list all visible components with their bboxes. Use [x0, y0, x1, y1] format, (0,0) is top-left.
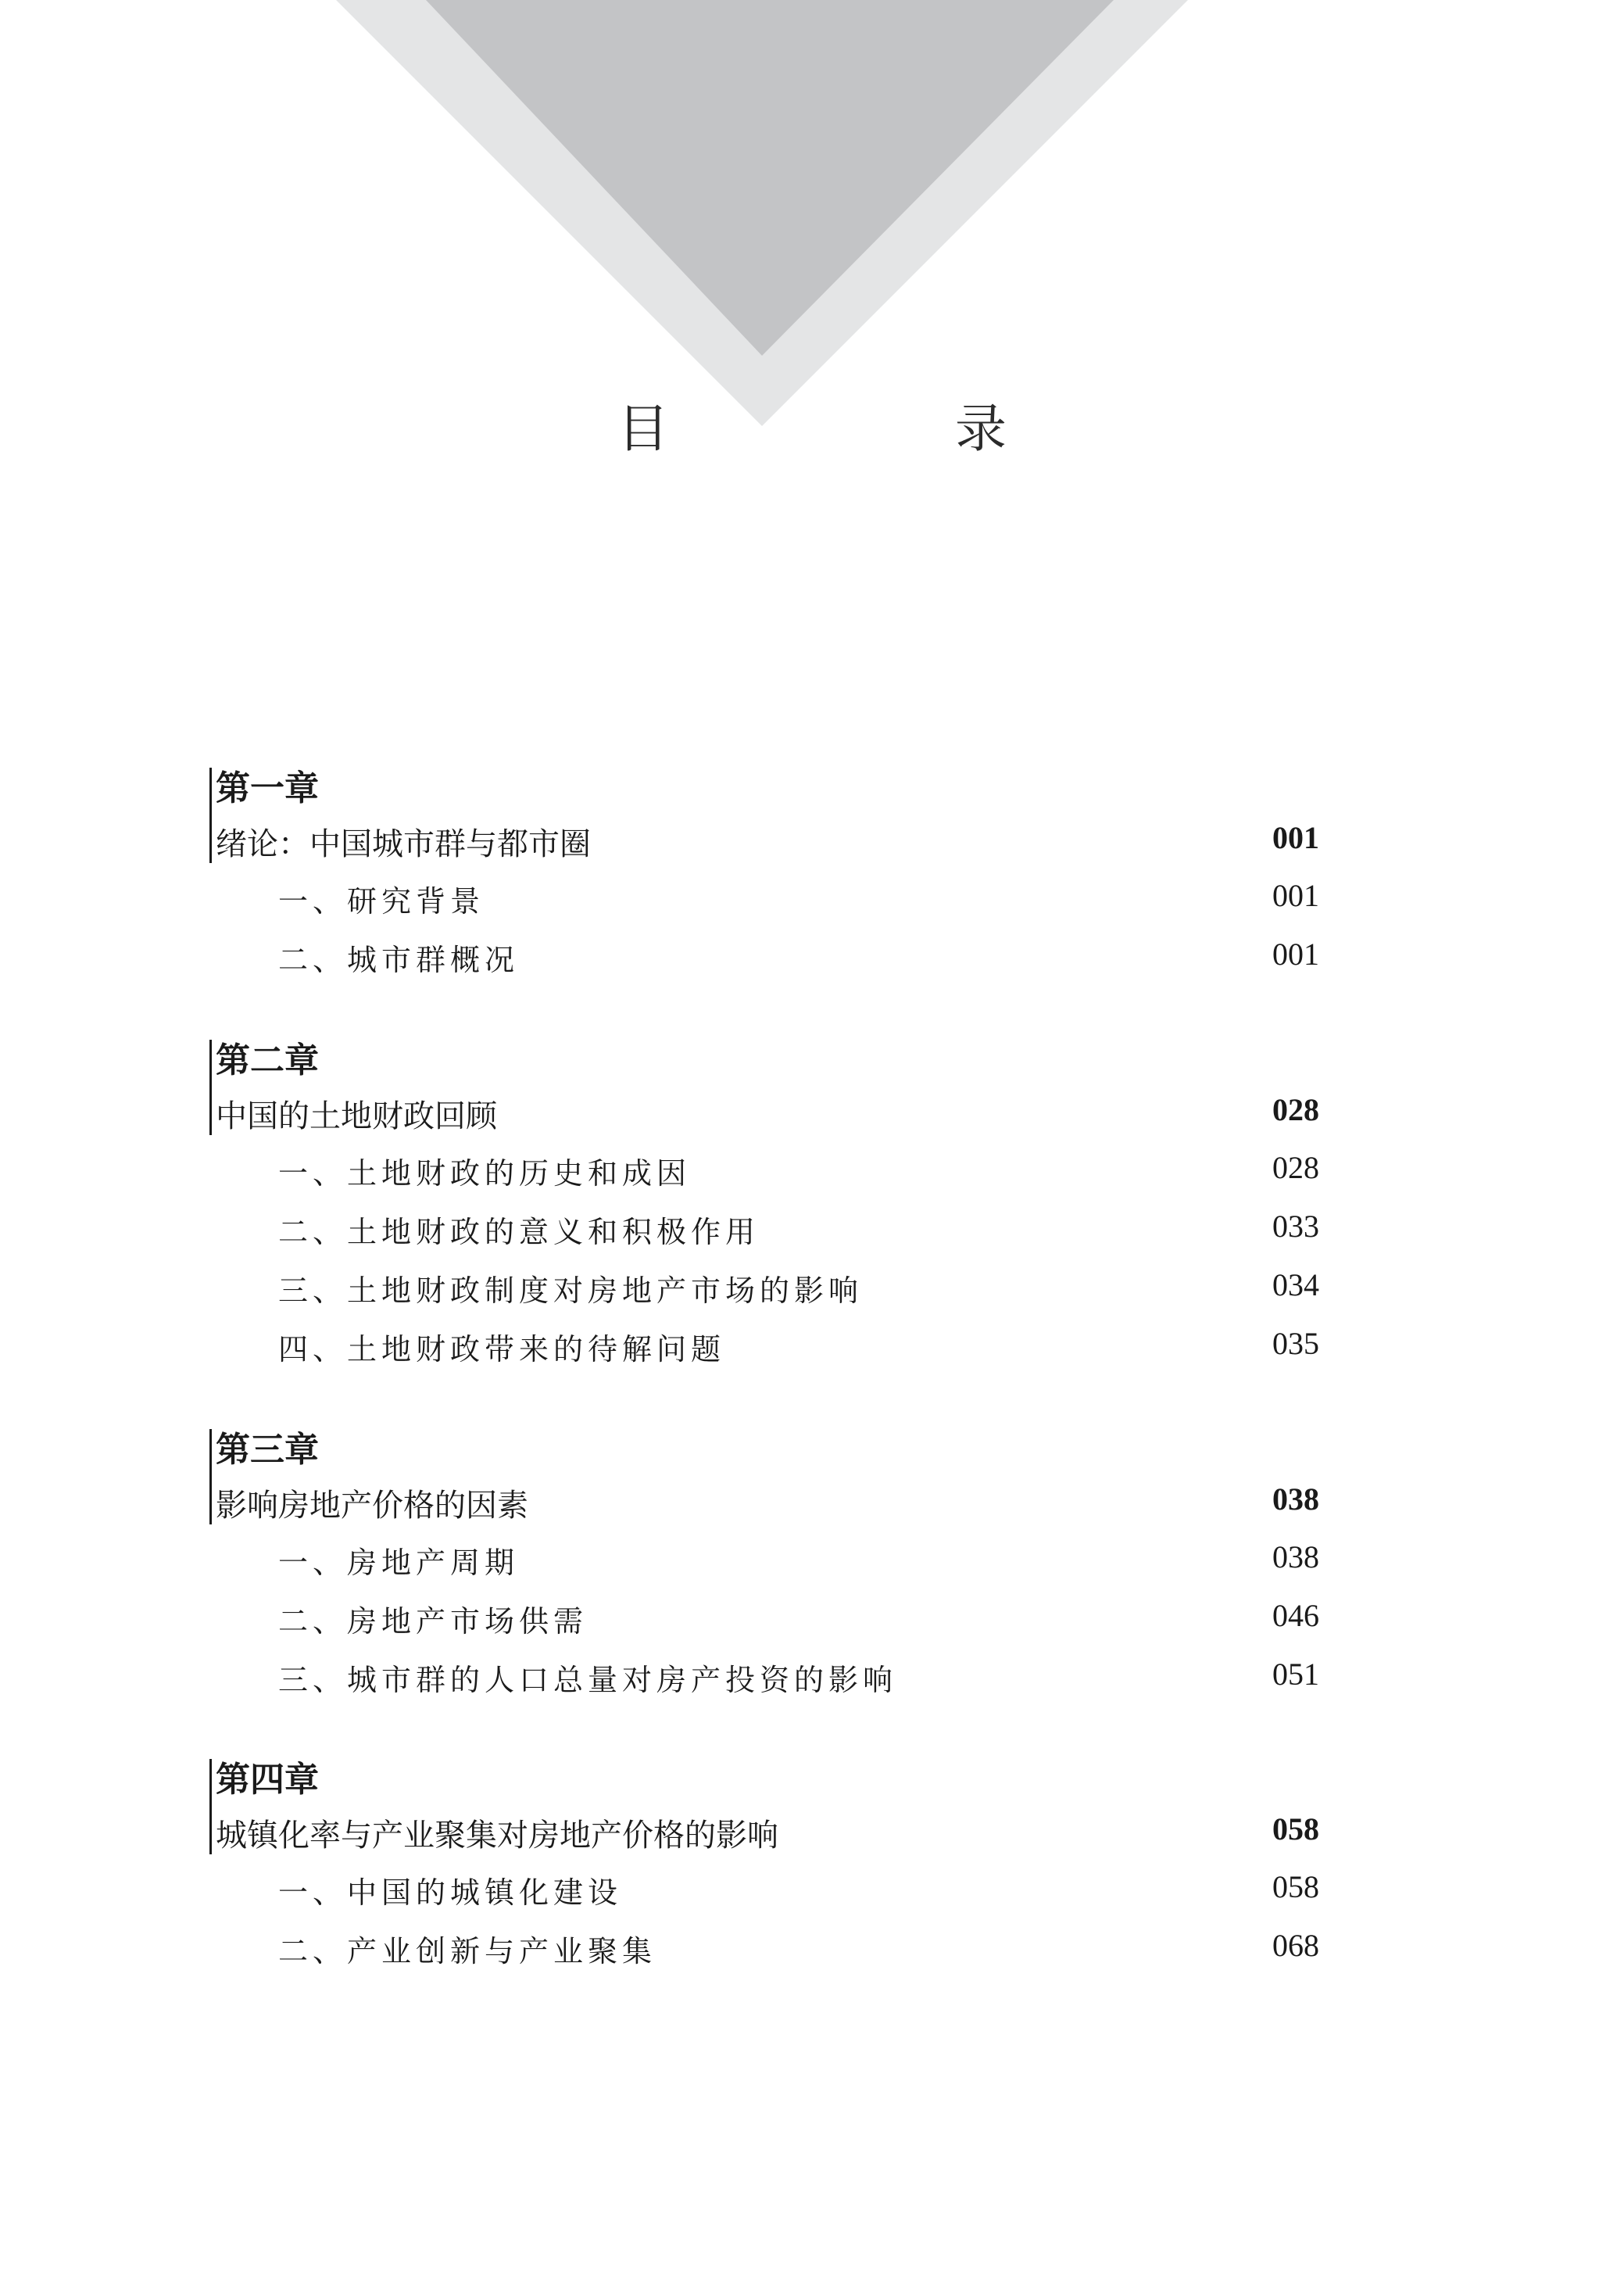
section-title: 三、土地财政制度对房地产市场的影响 — [278, 1273, 864, 1308]
section-entry[interactable] — [209, 877, 1319, 924]
chapter-bar — [209, 768, 212, 863]
section-entry[interactable] — [209, 1597, 1319, 1644]
section-page-number: 028 — [1272, 1150, 1319, 1185]
section-title: 一、研究背景 — [278, 884, 485, 919]
section-page-number: 001 — [1272, 937, 1319, 972]
chapter-bar — [209, 1429, 212, 1524]
section-page-number: 051 — [1272, 1657, 1319, 1692]
section-title: 二、城市群概况 — [278, 943, 520, 977]
chapter-label: 第四章 — [216, 1761, 319, 1799]
section-title: 三、城市群的人口总量对房产投资的影响 — [278, 1663, 898, 1697]
chapter-page-number: 038 — [1272, 1481, 1319, 1517]
section-title: 二、房地产市场供需 — [278, 1604, 588, 1639]
chapter-page-number: 058 — [1272, 1811, 1319, 1847]
chapter-1 — [209, 760, 1319, 994]
chapter-bar — [209, 1759, 212, 1854]
section-entry[interactable] — [209, 1266, 1319, 1313]
section-entry[interactable] — [209, 1325, 1319, 1372]
section-page-number: 038 — [1272, 1539, 1319, 1574]
chapter-page-number: 028 — [1272, 1092, 1319, 1127]
section-page-number: 034 — [1272, 1267, 1319, 1302]
chapter-title[interactable]: 影响房地产价格的因素 — [216, 1488, 528, 1524]
section-title: 一、土地财政的历史和成因 — [278, 1156, 692, 1191]
section-title: 一、房地产周期 — [278, 1546, 520, 1580]
section-entry[interactable] — [209, 1538, 1319, 1585]
section-entry[interactable] — [209, 1868, 1319, 1915]
section-page-number: 001 — [1272, 878, 1319, 913]
chapter-label: 第一章 — [216, 769, 319, 808]
chapter-4 — [209, 1751, 1319, 1986]
section-title: 一、中国的城镇化建设 — [278, 1875, 623, 1910]
chapter-page-number: 001 — [1272, 820, 1319, 855]
section-entry[interactable] — [209, 936, 1319, 983]
chapter-bar — [209, 1040, 212, 1135]
section-page-number: 068 — [1272, 1928, 1319, 1963]
chapter-title[interactable]: 中国的土地财政回顾 — [216, 1098, 497, 1134]
section-entry[interactable] — [209, 1208, 1319, 1255]
page-title: 目 录 — [617, 399, 1124, 459]
chapter-title[interactable]: 城镇化率与产业聚集对房地产价格的影响 — [216, 1818, 778, 1854]
chapter-label: 第三章 — [216, 1431, 319, 1469]
chapter-title[interactable]: 绪论：中国城市群与都市圈 — [216, 826, 591, 862]
section-page-number: 035 — [1272, 1326, 1319, 1361]
section-entry[interactable] — [209, 1149, 1319, 1196]
section-page-number: 058 — [1272, 1869, 1319, 1904]
chapter-2 — [209, 1032, 1319, 1384]
section-page-number: 033 — [1272, 1209, 1319, 1244]
section-entry[interactable] — [209, 1927, 1319, 1974]
section-title: 二、产业创新与产业聚集 — [278, 1934, 657, 1968]
section-title: 四、土地财政带来的待解问题 — [278, 1332, 726, 1367]
chapter-label: 第二章 — [216, 1041, 319, 1080]
chapter-3 — [209, 1421, 1319, 1714]
section-entry[interactable] — [209, 1656, 1319, 1703]
section-page-number: 046 — [1272, 1598, 1319, 1633]
section-title: 二、土地财政的意义和积极作用 — [278, 1215, 760, 1249]
